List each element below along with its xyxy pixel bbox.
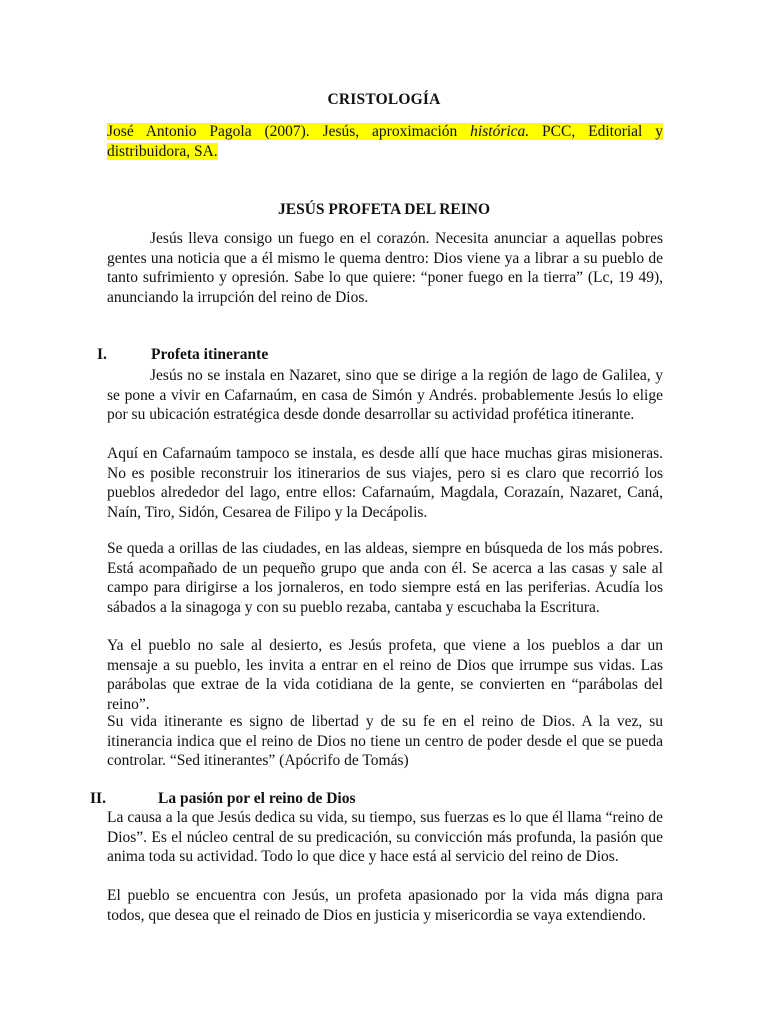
section-title: JESÚS PROFETA DEL REINO — [277, 201, 491, 218]
section-2-paragraph: La causa a la que Jesús dedica su vida, su tiempo, sus fuerzas es lo que él llama “reino de Dios”. Es el núcleo central de su predicación, su convicción más profunda, la pasión que anima toda su actividad. Todo lo que dice y hace está al servicio del reino de Dios. — [107, 809, 663, 866]
section-1-paragraph: Jesús no se instala en Nazaret, sino que se dirige a la región de lago de Galilea, y se pone a vivir en Cafarnaúm, en casa de Simón y Andrés. probablemente Jesús lo elige por su ubicación estratégica desde donde desarrollar su actividad profética itinerante. — [107, 367, 663, 424]
citation-italic: histórica. — [470, 123, 530, 140]
citation-part-3: PCC, Editorial y distribuidora, SA. — [107, 123, 663, 160]
section-2-paragraph: El pueblo se encuentra con Jesús, un profeta apasionado por la vida más digna para todos, que desea que el reinado de Dios en justicia y misericordia se vaya extendiendo. — [107, 887, 663, 924]
section-1-paragraph: Su vida itinerante es signo de libertad y de su fe en el reino de Dios. A la vez, su itinerancia indica que el reino de Dios no tiene un centro de poder desde el que se pueda controlar. “Sed itinerantes” (Apócrifo de Tomás) — [107, 713, 663, 770]
intro-paragraph: Jesús lleva consigo un fuego en el corazón. Necesita anunciar a aquellas pobres gentes una noticia que a él mismo le quema dentro: Dios viene ya a librar a su pueblo de tanto sufrimiento y opresión. Sabe lo que quiere: “poner fuego en la tierra” (Lc, 19 49), anunciando la irrupción del reino de Dios. — [107, 230, 663, 306]
section-1-heading: Profeta itinerante — [151, 346, 269, 363]
section-2-number: II. — [90, 790, 106, 807]
citation-part-1: José Antonio Pagola (2007). Jesús, aproximación — [107, 123, 471, 140]
section-1-paragraph: Ya el pueblo no sale al desierto, es Jesús profeta, que viene a los pueblos a dar un mensaje a su pueblo, les invita a entrar en el reino de Dios que irrumpe sus vidas. Las parábolas que extrae de la vida cotidiana de la gente, se convierten en “parábolas del reino”. — [107, 637, 663, 713]
section-2-heading: La pasión por el reino de Dios — [158, 790, 356, 807]
section-1-paragraph: Se queda a orillas de las ciudades, en las aldeas, siempre en búsqueda de los más pobres. Está acompañado de un pequeño grupo que anda con él. Se acerca a las casas y sale al campo para dirigirse a los jornaleros, en todo siempre está en las periferias. Acudía los sábados a la sinagoga y con su pueblo rezaba, cantaba y escuchaba la Escritura. — [107, 540, 663, 616]
citation — [107, 122, 663, 161]
page-title: CRISTOLOGÍA — [327, 91, 441, 108]
section-1-paragraph: Aquí en Cafarnaúm tampoco se instala, es desde allí que hace muchas giras misioneras. No es posible reconstruir los itinerarios de sus viajes, pero si es claro que recorrió los pueblos alrededor del lago, entre ellos: Cafarnaúm, Magdala, Corazaín, Nazaret, Caná, Naín, Tiro, Sidón, Cesarea de Filipo y la Decápolis. — [107, 445, 663, 521]
section-1-number: I. — [97, 346, 107, 363]
